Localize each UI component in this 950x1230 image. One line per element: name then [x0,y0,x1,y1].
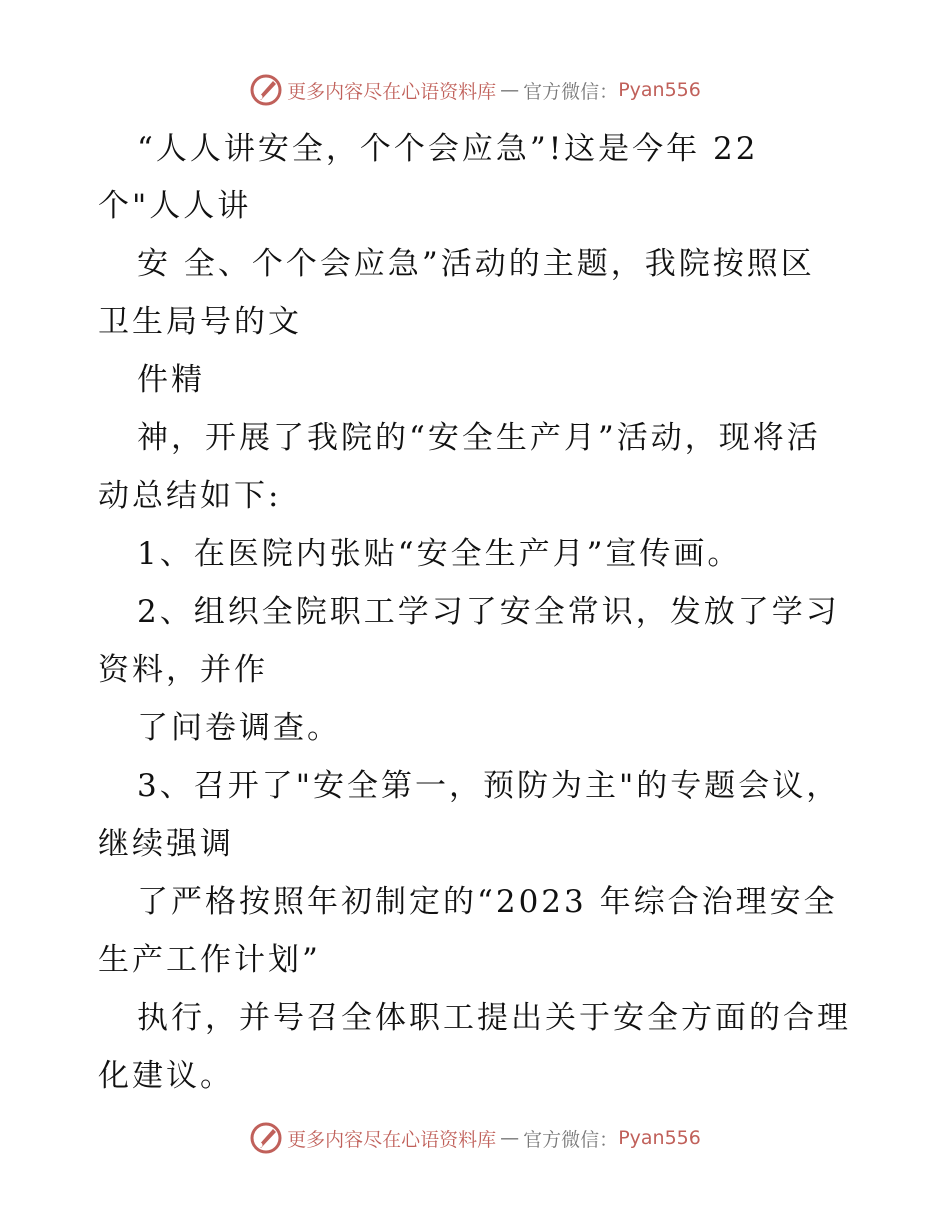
banner-title: 更多内容尽在心语资料库 [287,1128,497,1151]
text-line: 化建议。 [98,1058,234,1094]
banner-wechat-id: Pyan556 [618,79,701,101]
text-line: 生产工作计划” [98,942,321,978]
text-line: 3、召开了"安全第一，预防为主"的专题会议， [137,768,841,804]
banner-title: 更多内容尽在心语资料库 [287,80,497,103]
text-line: 执行，并号召全体职工提出关于安全方面的合理 [137,1000,851,1036]
text-line: “人人讲安全，个个会应急”!这是今年 22 [137,131,759,167]
text-line: 神，开展了我院的“安全生产月”活动，现将活 [137,420,821,456]
text-line: 安 全、个个会应急”活动的主题，我院按照区 [137,246,815,282]
text-line: 2、组织全院职工学习了安全常识，发放了学习 [137,594,840,630]
text-line: 继续强调 [98,826,234,862]
banner-wechat-id: Pyan556 [618,1127,701,1149]
text-line: 资料，并作 [98,652,268,688]
text-line: 件精 [137,362,205,398]
banner-wechat-label: 官方微信： [523,80,619,103]
banner-separator: — [500,79,520,101]
text-line: 个"人人讲 [98,188,252,224]
quill-logo-icon [249,1121,283,1155]
text-line: 动总结如下: [98,478,282,514]
text-line: 卫生局号的文 [98,304,302,340]
footer-watermark-banner [0,1118,950,1158]
banner-wechat-label: 官方微信： [523,1128,619,1151]
banner-separator: — [500,1127,520,1149]
text-line: 1、在医院内张贴“安全生产月”宣传画。 [137,536,742,572]
text-line: 了问卷调查。 [137,710,341,746]
text-line: 了严格按照年初制定的“2023 年综合治理安全 [137,884,838,920]
